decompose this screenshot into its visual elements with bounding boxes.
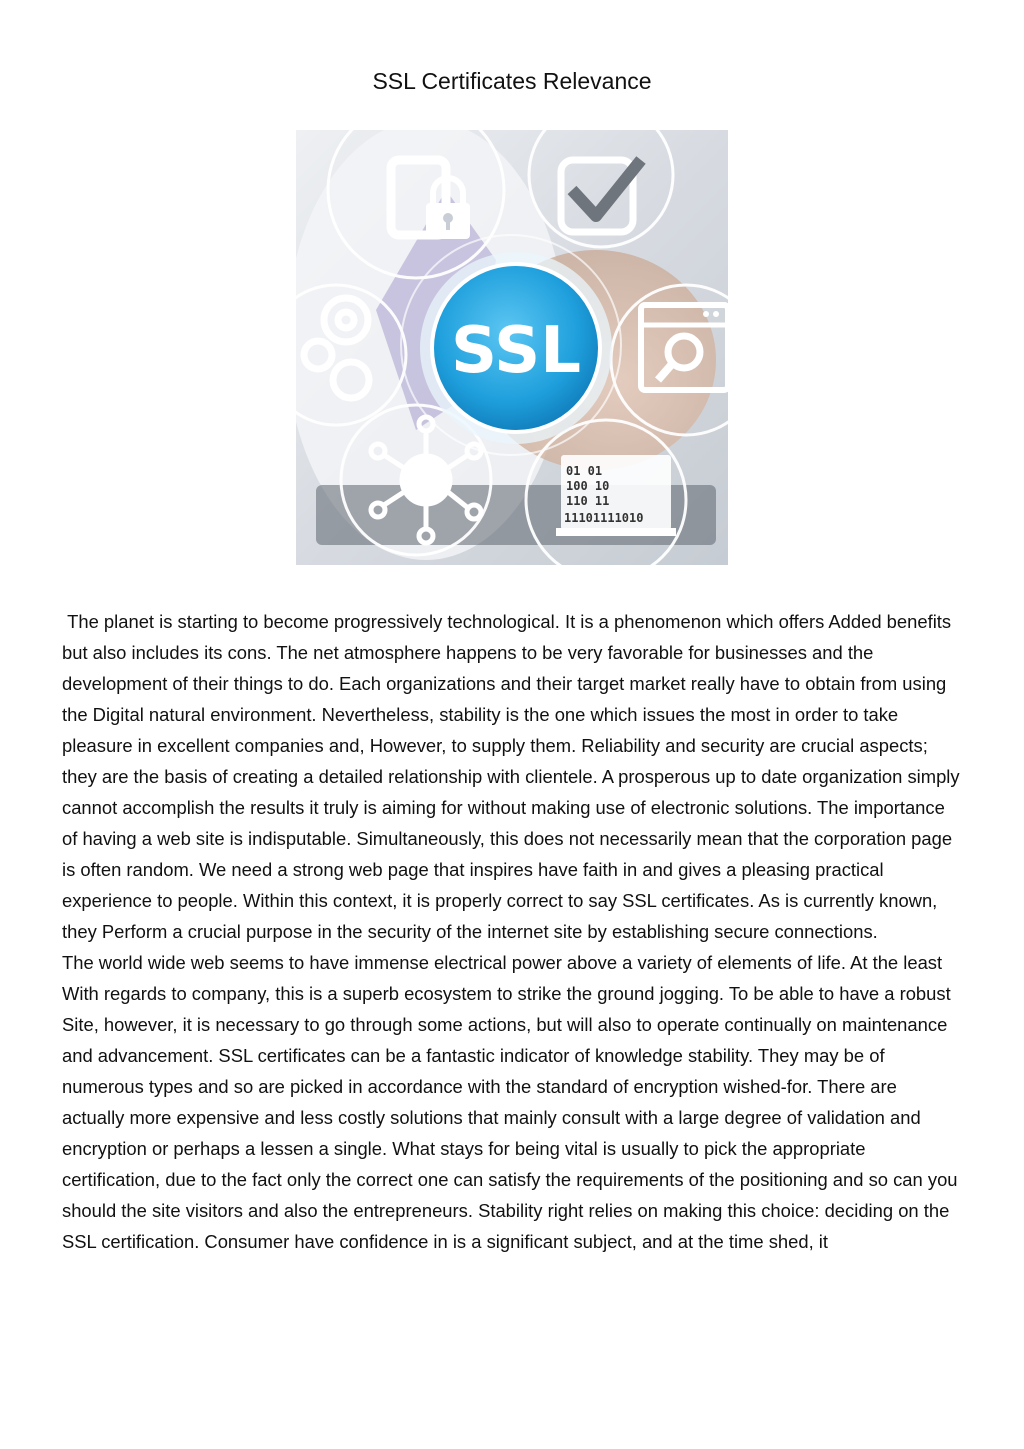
paragraph-1: The planet is starting to become progressively technological. It is a phenomenon which offers Added benefits but also includes its cons. The net atmosphere happens to be very favorable for businesses and the development of their things to do. Each organizations and their target market really have to obtain from using the Digital natural environment. Nevertheless, stability is the one which issues the most in order to take pleasure in excellent companies and, However, to supply them. Reliability and security are crucial aspects; they are the basis of creating a detailed relationship with clientele. A prosperous up to date organization simply cannot accomplish the results it truly is aiming for without making use of electronic solutions. The importance of having a web site is indisputable. Simultaneously, this does not necessarily mean that the corporation page is often random. We need a strong web page that inspires have faith in and gives a pleasing practical experience to people. Within this context, it is properly correct to say SSL certificates. As is currently known, they Perform a crucial purpose in the security of the internet site by establishing secure connections. — [62, 611, 965, 942]
svg-text:01 01: 01 01 — [566, 464, 603, 478]
svg-text:100 10: 100 10 — [566, 479, 610, 493]
ssl-badge — [420, 252, 612, 444]
svg-text:110 11: 110 11 — [566, 494, 610, 508]
hero-image — [296, 130, 728, 565]
ssl-badge-text: SSL — [450, 314, 582, 388]
binary-server-icon — [556, 455, 676, 536]
page-title: SSL Certificates Relevance — [372, 68, 652, 94]
paragraph-2: The world wide web seems to have immense electrical power above a variety of elements of life. At the least With regards to company, this is a superb ecosystem to strike the ground jogging. To be able to have a robust Site, however, it is necessary to go through some actions, but will also to operate continually on maintenance and advancement. SSL certificates can be a fantastic indicator of knowledge stability. They may be of numerous types and so are picked in accordance with the standard of encryption wished-for. There are actually more expensive and less costly solutions that mainly consult with a large degree of validation and encryption or perhaps a lessen a single. What stays for being vital is usually to pick the appropriate certification, due to the fact only the correct one can satisfy the requirements of the positioning and so can you should the site visitors and also the entrepreneurs. Stability right relies on making this choice: deciding on the SSL certification. Consumer have confidence in is a significant subject, and at the time shed, it — [62, 952, 963, 1252]
article-body — [62, 606, 965, 1257]
ssl-illustration — [296, 130, 728, 565]
svg-text:11101111010: 11101111010 — [564, 511, 644, 525]
